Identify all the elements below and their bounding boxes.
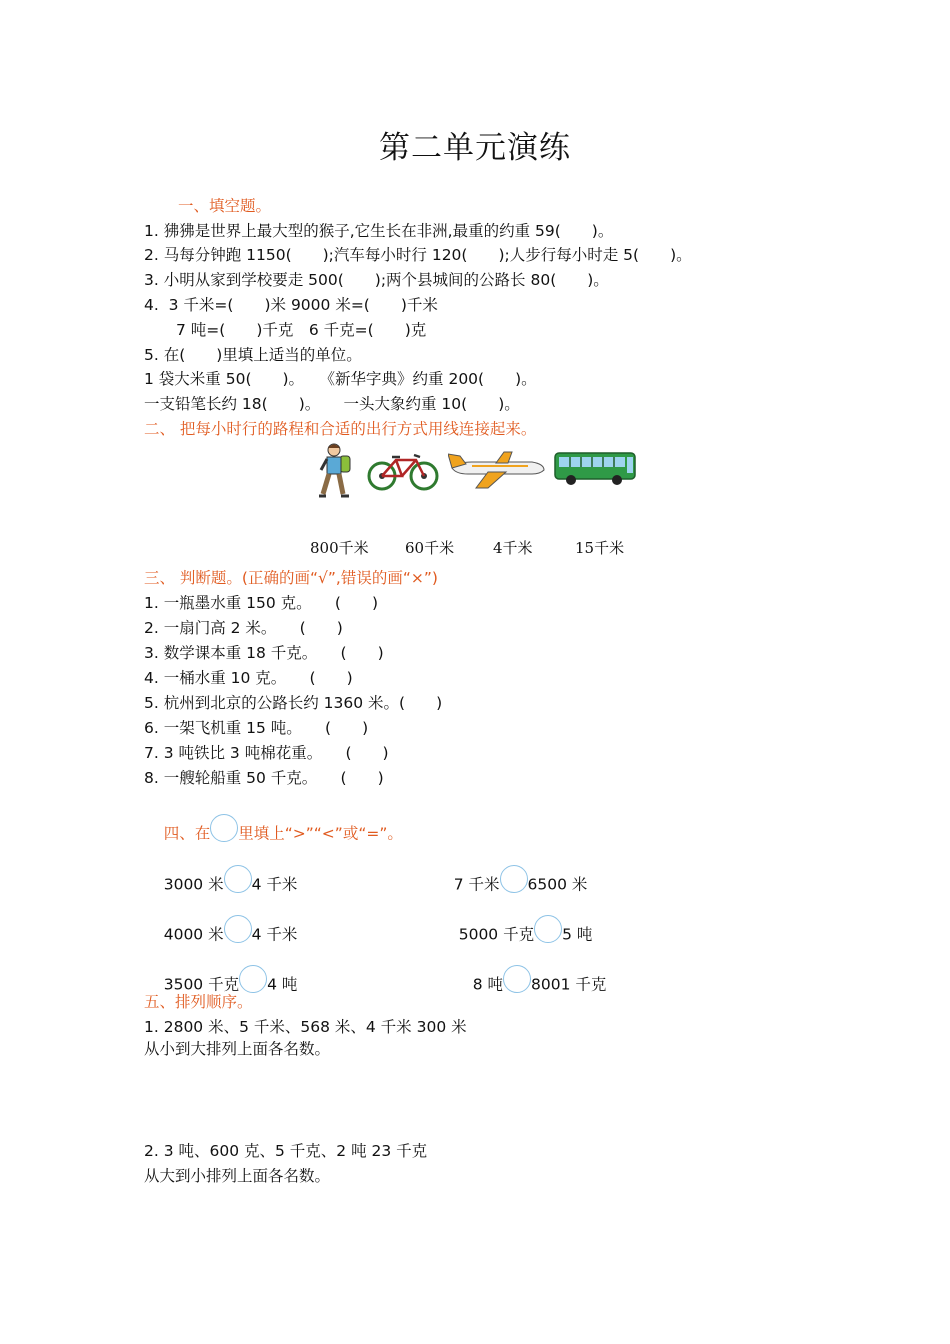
order-question-2-instruction: 从大到小排列上面各名数。 xyxy=(144,1167,331,1185)
question-1-2: 2. 马每分钟跑 1150( );汽车每小时行 120( );人步行每小时走 5( )。 xyxy=(144,246,692,264)
distance-label-1: 800千米 xyxy=(310,539,369,557)
order-question-1-instruction: 从小到大排列上面各名数。 xyxy=(144,1040,331,1058)
judgement-item-3: 3. 数学课本重 18 千克。 ( ) xyxy=(144,644,384,662)
compare-circle-input[interactable] xyxy=(534,915,562,943)
compare-right-2-a: 5000 千克 xyxy=(458,925,535,944)
question-1-1: 1. 狒狒是世界上最大型的猴子,它生长在非洲,最重的约重 59( )。 xyxy=(144,222,614,240)
compare-right-3 xyxy=(453,951,606,1019)
distance-label-4: 15千米 xyxy=(575,539,625,557)
compare-left-2-a: 4000 米 xyxy=(163,925,224,944)
compare-left-1-b: 4 千米 xyxy=(251,875,298,894)
compare-right-2-b: 5 吨 xyxy=(562,925,593,944)
compare-left-3-b: 4 吨 xyxy=(267,975,298,994)
bicycle-icon xyxy=(366,452,440,492)
question-1-3: 3. 小明从家到学校要走 500( );两个县城间的公路长 80( )。 xyxy=(144,271,609,289)
compare-left-1-a: 3000 米 xyxy=(163,875,224,894)
compare-circle-input[interactable] xyxy=(224,865,252,893)
order-question-2: 2. 3 吨、600 克、5 千克、2 吨 23 千克 xyxy=(144,1142,428,1160)
judgement-item-7: 7. 3 吨铁比 3 吨棉花重。 ( ) xyxy=(144,744,389,762)
distance-label-2: 60千米 xyxy=(405,539,455,557)
section-3-heading: 三、 判断题。(正确的画“√”,错误的画“×”) xyxy=(144,569,438,587)
compare-right-1-b: 6500 米 xyxy=(527,875,588,894)
judgement-item-5: 5. 杭州到北京的公路长约 1360 米。( ) xyxy=(144,694,443,712)
question-1-5b: 一支铅笔长约 18( )。 一头大象约重 10( )。 xyxy=(144,395,520,413)
section-4-heading-pre: 四、在 xyxy=(163,824,211,843)
question-1-4b: 7 吨=( )千克 6 千克=( )克 xyxy=(176,321,427,339)
compare-left-2-b: 4 千米 xyxy=(251,925,298,944)
judgement-item-2: 2. 一扇门高 2 米。 ( ) xyxy=(144,619,343,637)
compare-left-3-a: 3500 千克 xyxy=(163,975,240,994)
compare-circle-input[interactable] xyxy=(503,965,531,993)
judgement-item-1: 1. 一瓶墨水重 150 克。 ( ) xyxy=(144,594,378,612)
question-1-5: 5. 在( )里填上适当的单位。 xyxy=(144,346,362,364)
section-2-heading: 二、 把每小时行的路程和合适的出行方式用线连接起来。 xyxy=(144,420,537,438)
compare-right-3-b: 8001 千克 xyxy=(531,975,607,994)
question-1-4a: 4. 3 千米=( )米 9000 米=( )千米 xyxy=(144,296,438,314)
compare-circle-input[interactable] xyxy=(224,915,252,943)
judgement-item-4: 4. 一桶水重 10 克。 ( ) xyxy=(144,669,353,687)
section-5-heading: 五、排列顺序。 xyxy=(144,993,253,1011)
page-title: 第二单元演练 xyxy=(379,130,571,166)
comparison-circle-icon xyxy=(210,814,238,842)
judgement-item-8: 8. 一艘轮船重 50 千克。 ( ) xyxy=(144,769,384,787)
section-1-heading: 一、填空题。 xyxy=(178,197,272,215)
compare-right-1-a: 7 千米 xyxy=(453,875,500,894)
compare-circle-input[interactable] xyxy=(500,865,528,893)
order-question-1: 1. 2800 米、5 千米、568 米、4 千米 300 米 xyxy=(144,1018,467,1036)
bus-icon xyxy=(553,451,637,487)
compare-circle-input[interactable] xyxy=(239,965,267,993)
section-4-heading-post: 里填上“>”“<”或“=”。 xyxy=(238,824,403,843)
airplane-icon xyxy=(448,450,546,490)
compare-right-3-a: 8 吨 xyxy=(472,975,504,994)
walking-person-icon xyxy=(312,442,356,500)
question-1-5a: 1 袋大米重 50( )。 《新华字典》约重 200( )。 xyxy=(144,370,537,388)
distance-label-3: 4千米 xyxy=(493,539,533,557)
judgement-item-6: 6. 一架飞机重 15 吨。 ( ) xyxy=(144,719,369,737)
